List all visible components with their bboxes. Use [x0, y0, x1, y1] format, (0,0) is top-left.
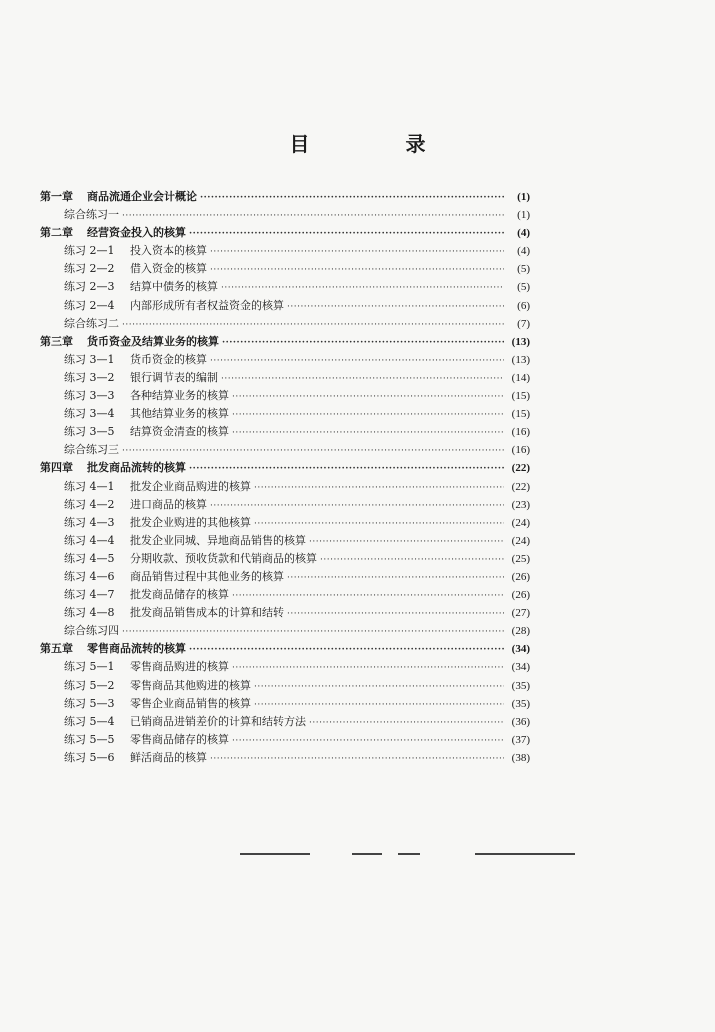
scan-artifact: [475, 853, 575, 855]
toc-entry-title: 综合练习二: [64, 316, 119, 330]
toc-dot-leader: [210, 501, 504, 511]
toc-page-number: (38): [511, 751, 530, 764]
toc-dot-leader: [222, 338, 504, 348]
toc-page-number: (1): [517, 191, 530, 203]
toc-page-number: (25): [511, 552, 530, 565]
toc-page-number: (27): [511, 607, 530, 620]
toc-dot-leader: [210, 265, 504, 275]
toc-entry-number: 练习 2—2: [64, 262, 115, 276]
toc-entry-exercise: [40, 604, 530, 622]
toc-entry-exercise: [40, 278, 530, 296]
toc-entry-exercise: [40, 478, 530, 496]
toc-dot-leader: [232, 428, 504, 438]
toc-entry-title: 借入资金的核算: [130, 262, 207, 276]
toc-dot-leader: [309, 718, 504, 728]
toc-dot-leader: [210, 247, 504, 257]
toc-entry-exercise: [40, 297, 530, 315]
toc-page-number: (16): [511, 444, 530, 457]
toc-entry-exercise: [40, 405, 530, 423]
toc-entry-number: 练习 2—3: [64, 280, 115, 294]
toc-page-number: (7): [517, 317, 530, 330]
toc-entry-number: 练习 2—1: [64, 244, 115, 258]
toc-page-number: (22): [511, 462, 530, 475]
toc-entry-title: 批发企业商品购进的核算: [130, 479, 251, 493]
toc-page-number: (4): [517, 227, 530, 240]
toc-entry-exercise: [40, 713, 530, 731]
toc-dot-leader: [254, 682, 504, 692]
toc-page-number: (34): [511, 643, 530, 656]
toc-dot-leader: [210, 754, 504, 764]
toc-entry-number: 第一章: [40, 190, 73, 203]
toc-entry-title: 货币资金的核算: [130, 352, 207, 366]
toc-entry-number: 练习 3—5: [64, 425, 115, 439]
toc-entry-exercise: [40, 568, 530, 586]
toc-page-number: (16): [511, 426, 530, 439]
toc-page-number: (1): [517, 209, 530, 222]
toc-entry-exercise: [40, 423, 530, 441]
toc-entry-number: 第四章: [40, 461, 73, 475]
toc-entry-exercise: [40, 658, 530, 676]
toc-page-number: (14): [511, 371, 530, 384]
toc-entry-chapter: [40, 188, 530, 206]
toc-dot-leader: [254, 700, 504, 710]
toc-dot-leader: [320, 555, 504, 565]
toc-page-number: (23): [511, 498, 530, 511]
toc-entry-title: 综合练习三: [64, 443, 119, 457]
toc-page-number: (24): [511, 534, 530, 547]
toc-entry-exercise: [40, 351, 530, 369]
toc-entry-title: 其他结算业务的核算: [130, 407, 229, 421]
toc-dot-leader: [287, 609, 504, 619]
toc-dot-leader: [287, 573, 504, 583]
toc-entry-title: 批发企业同城、异地商品销售的核算: [130, 533, 306, 547]
toc-entry-number: 练习 4—3: [64, 515, 115, 529]
toc-entry-title: 批发商品销售成本的计算和结转: [130, 606, 284, 620]
toc-dot-leader: [254, 519, 504, 529]
toc-entry-number: 练习 3—2: [64, 370, 115, 384]
toc-dot-leader: [232, 591, 504, 601]
toc-entry-title: 经营资金投入的核算: [87, 226, 186, 240]
toc-dot-leader: [254, 483, 504, 493]
toc-page-number: (24): [511, 516, 530, 529]
toc-page-number: (5): [517, 281, 530, 294]
toc-page-number: (35): [511, 679, 530, 692]
toc-dot-leader: [122, 446, 504, 456]
toc-dot-leader: [122, 320, 504, 330]
toc-dot-leader: [232, 736, 504, 746]
toc-entry-number: 练习 2—4: [64, 298, 115, 312]
toc-entry-exercise: [40, 514, 530, 532]
toc-page-number: (22): [511, 480, 530, 493]
toc-entry-title: 零售商品储存的核算: [130, 732, 229, 746]
toc-entry-title: 内部形成所有者权益资金的核算: [130, 298, 284, 312]
toc-page-number: (13): [511, 353, 530, 366]
toc-page-number: (26): [511, 570, 530, 583]
toc-entry-exercise: [40, 532, 530, 550]
toc-entry-chapter: [40, 459, 530, 477]
toc-entry-exercise: [40, 369, 530, 387]
toc-entry-exercise: [40, 260, 530, 278]
toc-dot-leader: [210, 356, 504, 366]
toc-dot-leader: [221, 283, 504, 293]
toc-entry-number: 练习 4—6: [64, 569, 115, 583]
toc-entry-title: 零售商品购进的核算: [130, 660, 229, 674]
toc-entry-number: 练习 3—4: [64, 407, 115, 421]
toc-entry-number: 练习 5—1: [64, 660, 115, 674]
toc-page-number: (37): [511, 733, 530, 746]
toc-page-number: (36): [511, 715, 530, 728]
toc-entry-summary: [40, 206, 530, 224]
toc-entry-number: 练习 4—5: [64, 551, 115, 565]
toc-entry-chapter: [40, 333, 530, 351]
toc-entry-title: 各种结算业务的核算: [130, 389, 229, 403]
toc-page-number: (4): [517, 245, 530, 258]
toc-entry-number: 练习 5—3: [64, 696, 115, 710]
toc-entry-exercise: [40, 677, 530, 695]
toc-entry-title: 商品流通企业会计概论: [87, 190, 197, 203]
scan-artifact: [352, 853, 382, 855]
toc-entry-title: 零售商品流转的核算: [87, 642, 186, 656]
toc-entry-exercise: [40, 387, 530, 405]
toc-entry-title: 进口商品的核算: [130, 497, 207, 511]
toc-dot-leader: [232, 663, 504, 673]
toc-entry-title: 分期收款、预收货款和代销商品的核算: [130, 551, 317, 565]
toc-entry-summary: [40, 622, 530, 640]
toc-entry-number: 练习 4—8: [64, 606, 115, 620]
toc-dot-leader: [232, 392, 504, 402]
table-of-contents: [40, 188, 530, 767]
toc-page-number: (35): [511, 697, 530, 710]
toc-entry-title: 综合练习四: [64, 624, 119, 638]
toc-entry-exercise: [40, 695, 530, 713]
toc-entry-title: 鲜活商品的核算: [130, 750, 207, 764]
toc-entry-exercise: [40, 586, 530, 604]
toc-entry-title: 投入资本的核算: [130, 244, 207, 258]
toc-entry-number: 练习 4—4: [64, 533, 115, 547]
toc-dot-leader: [189, 229, 504, 239]
page-title: 目 录: [289, 132, 464, 156]
toc-page-number: (28): [511, 625, 530, 638]
toc-entry-number: 练习 3—3: [64, 389, 115, 403]
toc-entry-number: 练习 4—1: [64, 479, 115, 493]
toc-entry-exercise: [40, 496, 530, 514]
toc-page-number: (15): [511, 390, 530, 403]
toc-entry-number: 第五章: [40, 642, 73, 656]
toc-entry-title: 已销商品进销差价的计算和结转方法: [130, 714, 306, 728]
toc-entry-number: 练习 4—7: [64, 588, 115, 602]
toc-dot-leader: [189, 464, 504, 474]
toc-page-number: (26): [511, 589, 530, 602]
toc-entry-title: 批发商品储存的核算: [130, 588, 229, 602]
toc-entry-title: 结算资金清查的核算: [130, 425, 229, 439]
toc-entry-title: 零售企业商品销售的核算: [130, 696, 251, 710]
toc-entry-title: 商品销售过程中其他业务的核算: [130, 569, 284, 583]
toc-dot-leader: [287, 302, 504, 312]
toc-page-number: (5): [517, 263, 530, 276]
toc-page-number: (13): [511, 335, 530, 348]
toc-page-number: (6): [517, 299, 530, 312]
toc-entry-number: 第三章: [40, 334, 73, 348]
toc-entry-number: 练习 5—6: [64, 750, 115, 764]
scan-artifact: [398, 853, 420, 855]
scan-artifact: [240, 853, 310, 855]
toc-entry-chapter: [40, 224, 530, 242]
toc-entry-number: 练习 5—4: [64, 714, 115, 728]
toc-page-number: (34): [511, 661, 530, 674]
toc-dot-leader: [232, 410, 504, 420]
toc-entry-exercise: [40, 749, 530, 767]
toc-entry-number: 练习 5—5: [64, 732, 115, 746]
toc-entry-exercise: [40, 242, 530, 260]
toc-page-number: (15): [511, 408, 530, 421]
toc-entry-title: 货币资金及结算业务的核算: [87, 334, 219, 348]
toc-entry-summary: [40, 315, 530, 333]
toc-entry-title: 综合练习一: [64, 208, 119, 222]
toc-dot-leader: [122, 627, 504, 637]
toc-entry-summary: [40, 441, 530, 459]
toc-entry-title: 零售商品其他购进的核算: [130, 678, 251, 692]
toc-entry-title: 结算中债务的核算: [130, 280, 218, 294]
toc-entry-number: 第二章: [40, 226, 73, 240]
toc-dot-leader: [309, 537, 504, 547]
toc-entry-title: 批发企业购进的其他核算: [130, 515, 251, 529]
toc-entry-title: 银行调节表的编制: [130, 370, 218, 384]
toc-entry-number: 练习 3—1: [64, 352, 115, 366]
toc-entry-exercise: [40, 550, 530, 568]
toc-entry-exercise: [40, 731, 530, 749]
toc-entry-number: 练习 5—2: [64, 678, 115, 692]
toc-entry-number: 练习 4—2: [64, 497, 115, 511]
toc-dot-leader: [221, 374, 504, 384]
toc-dot-leader: [122, 211, 504, 221]
toc-dot-leader: [189, 645, 504, 655]
toc-dot-leader: [200, 193, 504, 203]
toc-entry-title: 批发商品流转的核算: [87, 461, 186, 475]
toc-entry-chapter: [40, 640, 530, 658]
